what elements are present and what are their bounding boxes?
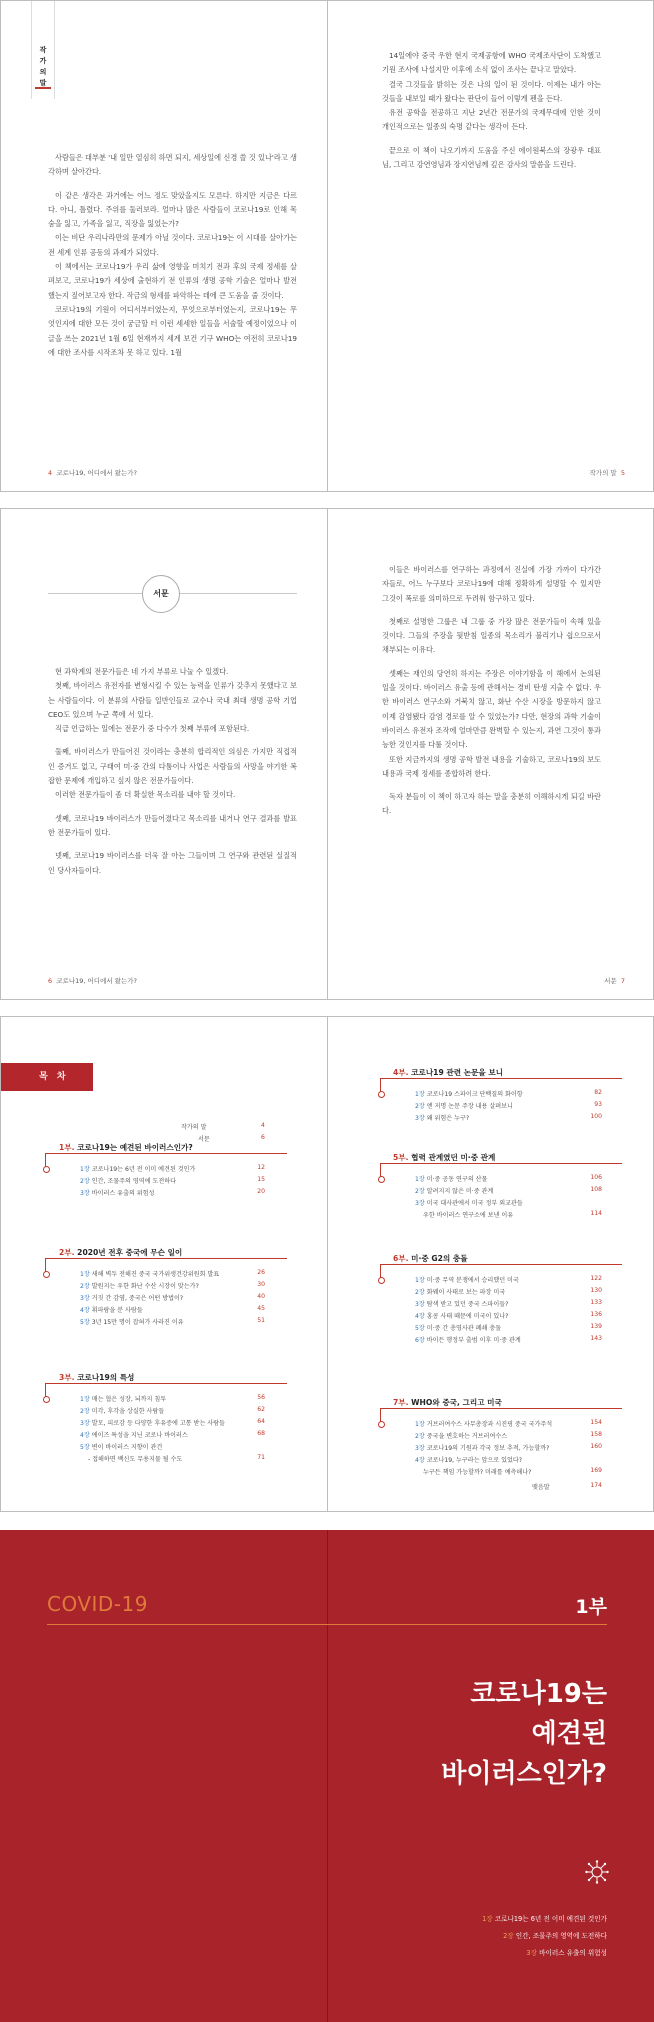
preface-heading: 서문 <box>142 575 180 613</box>
toc-page-number: 136 <box>590 1311 602 1318</box>
gutter <box>327 1530 328 2022</box>
paragraph: 직급 언급하는 일에는 전문가 중 다수가 첫째 부류에 포함된다. <box>55 724 250 734</box>
toc-chapter-number: 1장 <box>80 1271 90 1278</box>
toc-chapter-title: 인간, 조물주의 영역에 도전하다 <box>91 1178 176 1185</box>
toc-part-rule <box>45 1153 287 1154</box>
preface-body-continued <box>382 563 601 819</box>
paragraph: 이들은 바이러스를 연구하는 과정에서 진실에 가장 가까이 다가간 자들로, 어느 누구보다 코로나19에 대해 정확하게 설명할 수 있지만 그것이 폭로를 의미하므로 두려워 함구하고 있다. <box>382 565 601 603</box>
toc-page-number: 100 <box>590 1113 602 1120</box>
toc-part-connector <box>380 1078 381 1092</box>
toc-chapter-number: 2장 <box>415 1289 425 1296</box>
toc-chapter-number: 4장 <box>80 1432 90 1439</box>
toc-chapter-item[interactable] <box>415 1455 522 1464</box>
toc-part-name: 미·중 G2의 충돌 <box>411 1254 468 1263</box>
toc-part-number: 4부. <box>393 1068 409 1077</box>
toc-page-number: 93 <box>594 1101 602 1108</box>
paragraph: 둘째, 바이러스가 만들어진 것이라는 충분히 합리적인 의심은 가지만 직접적인 증거도 없고, 구태여 미·중 간의 다툼이나 사업은 사람들의 사망을 야기한 복잡한 문제에 개입하고 싶지 않은 전문가들이다. <box>48 747 297 786</box>
toc-page-number: 160 <box>590 1443 602 1450</box>
paragraph: 이 책에서는 코로나19가 우리 삶에 영향을 미치기 전과 후의 국제 정세를 살펴보고, 코로나19가 세상에 출현하기 전 인류의 생명 공학 기술은 얼마나 발전했는지 짚어보고자 한다. 작금의 형세를 파악하는 데에 큰 도움을 줄 것이다. <box>48 262 297 300</box>
toc-part-connector <box>45 1153 46 1167</box>
toc-part-dot <box>43 1396 50 1403</box>
toc-chapter-item[interactable] <box>80 1305 143 1314</box>
toc-chapter-number: 1장 <box>415 1091 425 1098</box>
toc-page-number: 143 <box>590 1335 602 1342</box>
folio <box>48 468 137 477</box>
toc-page-number: 62 <box>257 1406 265 1413</box>
toc-chapter-title: 에이즈 특성을 지닌 코로나 바이러스 <box>91 1432 188 1439</box>
toc-chapter-item[interactable] <box>415 1101 513 1110</box>
toc-chapter-title: 엔 저명 논문 주장 내용 살펴보니 <box>426 1103 513 1110</box>
paragraph: 14일에야 중국 우한 현지 국제공항에 WHO 국제조사단이 도착했고 기원 조사에 나설지만 이후에 소식 없이 조사는 끝나고 말았다. <box>382 51 601 75</box>
running-head: 작가의 말 <box>589 469 617 477</box>
toc-part-rule <box>380 1408 622 1409</box>
toc-chapter-title: 코로나19 스파이크 단백질의 화이항 <box>426 1091 523 1098</box>
toc-page-number: 40 <box>257 1293 265 1300</box>
toc-part-number: 6부. <box>393 1254 409 1263</box>
toc-chapter-item[interactable] <box>80 1430 188 1439</box>
toc-part-name: 코로나19는 예견된 바이러스인가? <box>77 1143 193 1152</box>
toc-left-page <box>1 1017 328 1511</box>
page-6 <box>1 509 328 999</box>
toc-right-page <box>328 1017 654 1511</box>
folio <box>604 976 625 985</box>
toc-part-number: 2부. <box>59 1248 75 1257</box>
toc-part-rule <box>45 1383 287 1384</box>
toc-part-dot <box>378 1277 385 1284</box>
toc-chapter-number: 1장 <box>80 1396 90 1403</box>
toc-part-dot <box>378 1176 385 1183</box>
toc-page-number: 4 <box>261 1122 265 1129</box>
toc-chapter-number: 1장 <box>415 1421 425 1428</box>
paragraph: 첫째, 바이러스 유전자를 변형시킬 수 있는 능력을 인류가 갖추지 못했다고 보는 사람들이다. 이 분류의 사람들 일반인들로 교수나 국내 최대 생명 공학 기업 CEO도 있으며 누군 쪽에 서 있다. <box>48 681 297 719</box>
toc-chapter-title: 거브러여수스 사무총장과 시진핑 중국 국가주석 <box>426 1421 553 1428</box>
toc-chapter-title: 알려지지 않은 미·중 관계 <box>426 1188 494 1195</box>
toc-part-connector <box>380 1163 381 1177</box>
toc-part-title <box>393 1397 502 1408</box>
toc-chapter-number: 3장 <box>415 1200 425 1207</box>
toc-chapter-number: 3장 <box>415 1445 425 1452</box>
toc-part-rule <box>380 1078 622 1079</box>
virus-icon <box>585 1860 609 1888</box>
toc-chapter-title: 발원지는 우한 화난 수산 시장이 맞는가? <box>91 1283 199 1290</box>
toc-part-title <box>393 1253 468 1264</box>
chapter-number: 2장 <box>503 1932 514 1940</box>
part-title-line: 예견된 <box>531 1719 607 1749</box>
page-number: 5 <box>620 469 625 477</box>
toc-part-rule <box>45 1258 287 1259</box>
toc-page-number: 114 <box>590 1210 602 1217</box>
toc-chapter-title: 화웨이 사태로 보는 파장 미국 <box>426 1289 506 1296</box>
toc-chapter-number: 3장 <box>415 1115 425 1122</box>
toc-chapter-item[interactable] <box>415 1275 519 1284</box>
toc-chapter-title: 미·중 공동 연구의 산물 <box>426 1176 488 1183</box>
toc-front-item[interactable] <box>181 1122 265 1131</box>
toc-chapter-title: 발모, 피로감 등 다양한 후유증에 고통 받는 사람들 <box>91 1420 225 1427</box>
paragraph: 결국 그것들을 밝히는 것은 나의 일이 된 것이다. 이제는 내가 아는 것들을 내보일 때가 왔다는 판단이 들어 이렇게 펜을 든다. <box>382 79 601 103</box>
toc-chapter-title: 매는 협은 성장, 뇌까지 침투 <box>91 1396 167 1403</box>
toc-page-number: 45 <box>257 1305 265 1312</box>
page-number: 4 <box>48 469 53 477</box>
toc-chapter-number: 4장 <box>415 1313 425 1320</box>
toc-chapter-item[interactable] <box>80 1176 176 1185</box>
toc-chapter-title: 탐색 받고 있던 중국 스파이들? <box>426 1301 509 1308</box>
paragraph: 끝으로 이 책이 나오기까지 도움을 주신 에이원북스의 장광우 대표님, 그리고 강연영님과 장지연님께 깊은 감사의 말씀을 드린다. <box>382 145 601 170</box>
toc-chapter-title: - 접해하면 백신도 무용지물 될 수도 <box>88 1456 183 1463</box>
spread-preface <box>0 508 654 1000</box>
part-chapter-line <box>526 1947 607 1957</box>
toc-part-title <box>59 1142 193 1153</box>
toc-page-number: 56 <box>257 1394 265 1401</box>
toc-chapter-number: 3장 <box>415 1301 425 1308</box>
toc-chapter-title: 미·중 간 총영사관 폐쇄 충돌 <box>426 1325 502 1332</box>
toc-part-title <box>59 1247 182 1258</box>
toc-chapter-number: 5장 <box>80 1319 90 1326</box>
toc-chapter-item[interactable] <box>80 1406 164 1415</box>
toc-chapter-item[interactable] <box>88 1454 182 1463</box>
toc-chapter-title: 미·중 무역 분쟁에서 승리했던 미국 <box>426 1277 519 1284</box>
toc-chapter-number: 3장 <box>80 1190 90 1197</box>
toc-item-label: 맺음말 <box>532 1484 550 1491</box>
toc-chapter-item[interactable] <box>415 1431 507 1440</box>
page-number: 7 <box>620 977 625 985</box>
toc-part-dot <box>43 1166 50 1173</box>
paragraph: 유전 공학을 전공하고 지난 2년간 전문가의 국제무대에 인한 것이 개인적으로는 일종의 숙명 같다는 생각이 든다. <box>382 108 601 132</box>
part-chapter-line <box>482 1913 607 1923</box>
toc-part-name: 코로나19 관련 논문을 보니 <box>411 1068 504 1077</box>
toc-page-number: 68 <box>257 1430 265 1437</box>
toc-chapter-item[interactable] <box>80 1418 225 1427</box>
toc-part-number: 7부. <box>393 1398 409 1407</box>
toc-chapter-number: 4장 <box>415 1457 425 1464</box>
toc-page-number: 12 <box>257 1164 265 1171</box>
toc-chapter-number: 2장 <box>80 1408 90 1415</box>
toc-part-title <box>393 1067 503 1078</box>
toc-part-name: WHO와 중국, 그리고 미국 <box>411 1398 502 1407</box>
toc-part-name: 2020년 전후 중국에 무슨 일이 <box>77 1248 183 1257</box>
author-note-body-continued <box>382 49 601 172</box>
toc-page-number: 158 <box>590 1431 602 1438</box>
heading-underline <box>35 87 51 89</box>
paragraph: 또한 지금까지의 생명 공학 발전 내용을 기술하고, 코로나19의 보도 내용과 국제 정세를 종합하려 한다. <box>382 754 601 778</box>
running-head: 서문 <box>604 977 617 985</box>
paragraph: 이는 비단 우리나라만의 문제가 아닐 것이다. 코로나19는 이 시대를 살아가는 전 세계 인류 공동의 과제가 되었다. <box>48 233 297 257</box>
toc-part-rule <box>380 1264 622 1265</box>
page-number: 6 <box>48 977 53 985</box>
toc-chapter-title: 코로나19의 기원과 각국 정보 추적, 가능할까? <box>426 1445 550 1452</box>
toc-item-label: 작가의 말 <box>181 1124 207 1131</box>
toc-chapter-title: 거짓 간 감염, 중국은 어떤 방법이? <box>91 1295 184 1302</box>
toc-chapter-item[interactable] <box>415 1287 505 1296</box>
paragraph: 넷째, 코로나19 바이러스를 더욱 잘 아는 그들이며 그 연구와 관련된 실질적인 당사자들이다. <box>48 851 297 875</box>
toc-chapter-title: 미각, 후각을 상실한 사람들 <box>91 1408 165 1415</box>
toc-part-number: 1부. <box>59 1143 75 1152</box>
toc-chapter-item[interactable] <box>80 1188 154 1197</box>
toc-chapter-item[interactable] <box>80 1442 162 1451</box>
toc-chapter-title: 바이러스 유출의 위험성 <box>91 1190 155 1197</box>
toc-page-number: 82 <box>594 1089 602 1096</box>
toc-chapter-item[interactable] <box>423 1210 513 1219</box>
toc-front-item[interactable] <box>198 1134 265 1143</box>
toc-chapter-item[interactable] <box>415 1174 487 1183</box>
folio <box>48 976 137 985</box>
toc-chapter-title: 미국 대사관에서 미국 정부 외교관들 <box>426 1200 523 1207</box>
author-note-tab <box>31 1 55 99</box>
toc-page-number: 139 <box>590 1323 602 1330</box>
chapter-number: 1장 <box>482 1915 493 1923</box>
spread-table-of-contents <box>0 1016 654 1512</box>
paragraph: 첫째로 설명한 그룹은 내 그룹 중 가장 많은 전문가들이 속해 있을 것이다. 그들의 주장을 뒷받침 일종의 목소리가 불리기나 쉽으므로서 채부되는 이유다. <box>382 616 601 655</box>
paragraph: 셋째는 재인의 당연히 하지는 주장은 이야기함을 이 해에서 논의된 일을 것이다. 바이러스 유출 등에 관해서는 경비 탄생 지출 수 없다. 우한 바이러스 연구소와 거북치 않고, 화난 수산 시장을 방문하지 않고 이제 감염됐다 감염 경로를 알 수 있었는가? 다만, 현장의 과학 기술이 바이러스 유전자 조작에 얼마만큼 완벽할 수 있는지, 과연 그것이 통과능한 것인지를 다룰 것이다. <box>382 668 601 750</box>
toc-chapter-title: 홍콩 사태 때문에 미국이 있나? <box>426 1313 509 1320</box>
toc-part-title <box>393 1152 495 1163</box>
toc-part-dot <box>43 1271 50 1278</box>
toc-chapter-number: 1장 <box>415 1176 425 1183</box>
page-7 <box>328 509 654 999</box>
toc-chapter-title: 중국을 변호하는 거브러여수스 <box>426 1433 508 1440</box>
paragraph: 이러한 전문가들이 좀 더 확실한 목소리를 내야 할 것이다. <box>55 790 236 800</box>
toc-chapter-item[interactable] <box>415 1323 501 1332</box>
toc-part-connector <box>45 1258 46 1272</box>
orange-rule <box>47 1624 607 1625</box>
toc-page-number: 154 <box>590 1419 602 1426</box>
toc-part-number: 3부. <box>59 1373 75 1382</box>
toc-part-name: 협력 관계였던 미·중 관계 <box>411 1153 496 1162</box>
toc-page-number: 15 <box>257 1176 265 1183</box>
toc-part-rule <box>380 1163 622 1164</box>
paragraph: 이 같은 생각은 과거에는 어느 정도 맞았을지도 모른다. 하지만 지금은 다르다. 아니, 틀렸다. 주위를 둘러보라. 얼마나 많은 사람들이 코로나19로 인해 목숨을 잃고, 가족을 잃고, 직장을 잃었는가? <box>48 190 297 229</box>
page-5 <box>328 1 654 491</box>
toc-page-number: 30 <box>257 1281 265 1288</box>
toc-chapter-item[interactable] <box>415 1299 508 1308</box>
toc-chapter-title: 누구든 책임 가능할까? 미래를 예측해나? <box>423 1469 532 1476</box>
toc-part-name: 코로나19의 특성 <box>77 1373 135 1382</box>
spread-author-note <box>0 0 654 492</box>
toc-chapter-number: 1장 <box>80 1166 90 1173</box>
toc-page-number: 122 <box>590 1275 602 1282</box>
toc-chapter-item[interactable] <box>80 1269 219 1278</box>
toc-chapter-title: 코로나19, 누구라는 앞으로 있었다? <box>426 1457 522 1464</box>
toc-page-number: 108 <box>590 1186 602 1193</box>
toc-heading-tab: 목 차 <box>1 1063 93 1091</box>
paragraph: 셋째, 코로나19 바이러스가 만들어졌다고 목소리를 내거나 연구 결과를 발표한 전문가들이 있다. <box>48 813 297 837</box>
paragraph: 현 과학계의 전문가들은 네 가지 부류로 나눌 수 있겠다. <box>55 667 229 676</box>
toc-chapter-title: 우한 바이러스 연구소에 보낸 이유 <box>423 1212 514 1219</box>
toc-chapter-number: 2장 <box>80 1178 90 1185</box>
toc-chapter-number: 2장 <box>415 1188 425 1195</box>
toc-page-number: 20 <box>257 1188 265 1195</box>
toc-page-number: 6 <box>261 1134 265 1141</box>
folio <box>590 468 625 477</box>
toc-chapter-number: 2장 <box>80 1283 90 1290</box>
toc-chapter-number: 4장 <box>80 1307 90 1314</box>
toc-chapter-number: 3장 <box>80 1295 90 1302</box>
toc-chapter-number: 5장 <box>415 1325 425 1332</box>
part-title-line: 바이러스인가? <box>441 1759 607 1789</box>
preface-body <box>48 665 297 878</box>
toc-chapter-item[interactable] <box>415 1311 508 1320</box>
toc-chapter-item[interactable] <box>80 1293 183 1302</box>
toc-part-connector <box>380 1264 381 1278</box>
toc-chapter-item[interactable] <box>415 1419 552 1428</box>
part-1-divider-spread <box>0 1530 654 2022</box>
part-chapter-line <box>503 1930 607 1940</box>
toc-chapter-title: 휘파람을 분 사람들 <box>91 1307 143 1314</box>
toc-page-number: 133 <box>590 1299 602 1306</box>
toc-chapter-item[interactable] <box>80 1317 184 1326</box>
toc-page-number: 106 <box>590 1174 602 1181</box>
toc-chapter-title: 코로나19는 6년 전 이미 예견된 것인가 <box>91 1166 196 1173</box>
chapter-title: 바이러스 유출의 위험성 <box>539 1949 607 1957</box>
author-note-heading: 작 가 의 말 <box>39 46 47 87</box>
toc-part-connector <box>380 1408 381 1422</box>
covid-label: COVID-19 <box>47 1592 149 1616</box>
toc-chapter-number: 2장 <box>415 1433 425 1440</box>
toc-chapter-number: 3장 <box>80 1420 90 1427</box>
running-head: 코로나19, 어디에서 왔는가? <box>56 469 137 477</box>
toc-page-number: 169 <box>590 1467 602 1474</box>
toc-page-number: 64 <box>257 1418 265 1425</box>
toc-page-number: 26 <box>257 1269 265 1276</box>
toc-chapter-item[interactable] <box>80 1281 199 1290</box>
toc-chapter-item[interactable] <box>423 1467 531 1476</box>
paragraph: 독자 분들이 이 책이 하고자 하는 말을 충분히 이해하시게 되길 바란다. <box>382 792 601 816</box>
toc-page-number: 71 <box>257 1454 265 1461</box>
toc-chapter-item[interactable] <box>415 1198 523 1207</box>
toc-page-number: 174 <box>590 1482 602 1489</box>
toc-chapter-item[interactable] <box>415 1089 523 1098</box>
toc-page-number: 130 <box>590 1287 602 1294</box>
part-number: 1부 <box>575 1596 607 1618</box>
toc-chapter-number: 6장 <box>415 1337 425 1344</box>
toc-page-number: 51 <box>257 1317 265 1324</box>
running-head: 코로나19, 어디에서 왔는가? <box>56 977 137 985</box>
chapter-title: 인간, 조물주의 영역에 도전하다 <box>515 1932 607 1940</box>
toc-chapter-item[interactable] <box>415 1335 521 1344</box>
toc-part-dot <box>378 1091 385 1098</box>
part-title-line: 코로나19는 <box>470 1679 607 1709</box>
toc-chapter-number: 5장 <box>80 1444 90 1451</box>
paragraph: 사람들은 대부분 '내 일만 열심히 하면 되지, 세상일에 신경 쓸 것 있나'라고 생각하며 살아간다. <box>48 153 297 177</box>
toc-chapter-title: 변이 바이러스 지향이 관건 <box>91 1444 163 1451</box>
toc-part-dot <box>378 1421 385 1428</box>
page-4 <box>1 1 328 491</box>
toc-chapter-number: 2장 <box>415 1103 425 1110</box>
author-note-body <box>48 151 297 360</box>
toc-chapter-title: 바이든 행정부 출범 이후 미·중 관계 <box>426 1337 521 1344</box>
toc-chapter-title: 왜 위험은 누구? <box>426 1115 470 1122</box>
toc-item-label: 서문 <box>198 1136 210 1143</box>
toc-chapter-number: 1장 <box>415 1277 425 1284</box>
toc-chapter-title: 3년 15만 명이 잡혀가 사라진 이유 <box>91 1319 184 1326</box>
chapter-number: 3장 <box>526 1949 537 1957</box>
toc-chapter-item[interactable] <box>415 1113 469 1122</box>
toc-chapter-item[interactable] <box>80 1164 195 1173</box>
part-title <box>441 1674 607 1794</box>
chapter-title: 코로나19는 6년 전 이미 예견된 것인가 <box>494 1915 607 1923</box>
toc-chapter-item[interactable] <box>415 1443 549 1452</box>
toc-back-item[interactable] <box>532 1482 550 1491</box>
toc-part-number: 5부. <box>393 1153 409 1162</box>
toc-chapter-title: 새해 벽두 전해진 중국 국가위생건강위원회 발표 <box>91 1271 220 1278</box>
toc-chapter-item[interactable] <box>415 1186 493 1195</box>
paragraph: 코로나19의 기원이 어디서부터였는지, 무엇으로부터였는지, 코로나19는 무엇인지에 대한 모든 것이 궁금할 터 이런 세세한 일들을 서술할 예정이었으나 이 글을 쓰는 2021년 1월 6일 현재까지 세계 보건 기구 WHO는 여전히 코로나19에 대한 조사를 시작조차 못 하고 있다. 1월 <box>48 304 297 357</box>
toc-chapter-item[interactable] <box>80 1394 166 1403</box>
toc-part-connector <box>45 1383 46 1397</box>
toc-part-title <box>59 1372 134 1383</box>
